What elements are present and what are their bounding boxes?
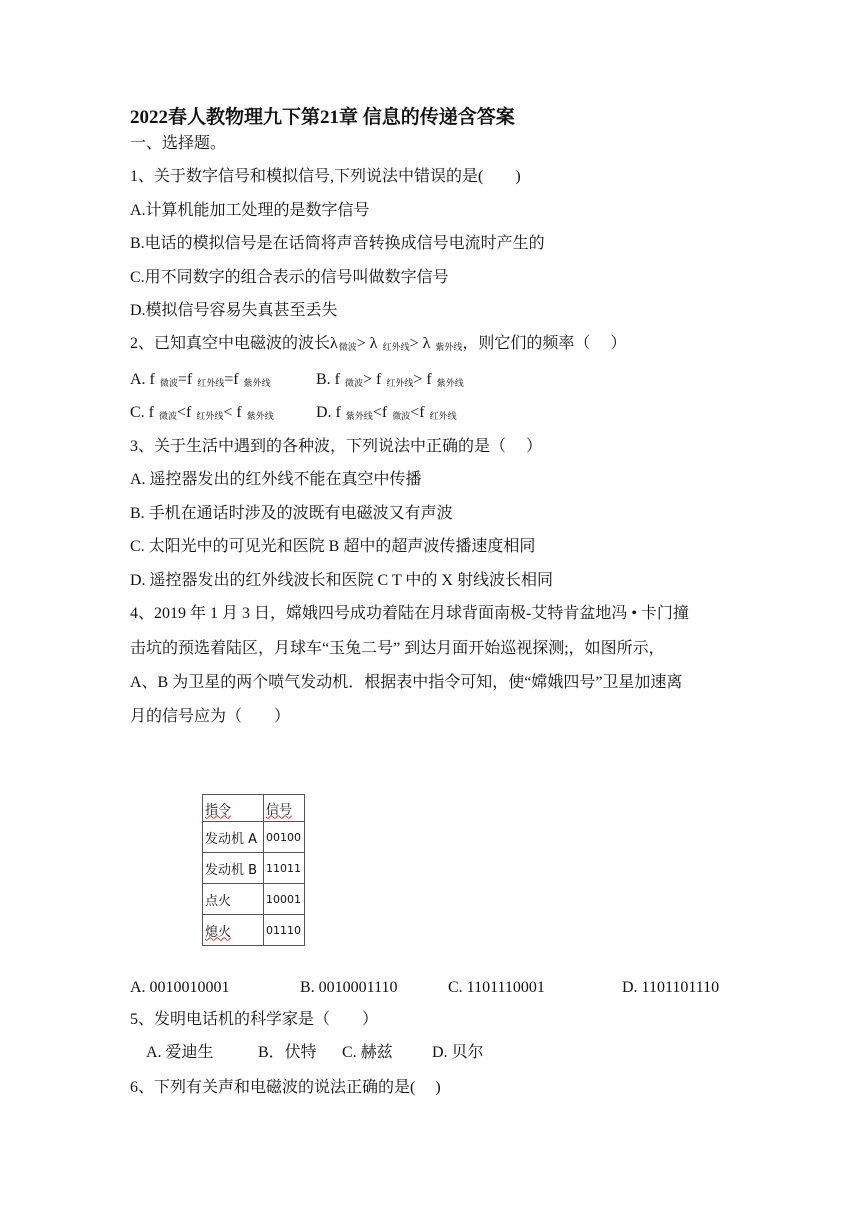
table-cell-command: 点火	[203, 884, 264, 915]
question-3-option-b: B. 手机在通话时涉及的波既有电磁波又有声波	[130, 505, 453, 522]
document-title: 2022春人教物理九下第21章 信息的传递含答案	[130, 107, 515, 128]
question-4-option-c: C. 1101110001	[448, 979, 545, 996]
command-signal-table	[202, 794, 305, 946]
q2-stem-tail: ，则它们的频率（ ）	[462, 335, 627, 352]
question-3-stem: 3、关于生活中遇到的各种波，下列说法中正确的是（ ）	[130, 438, 543, 455]
question-5-option-c: C. 赫兹	[342, 1044, 393, 1061]
question-2-stem	[130, 334, 626, 357]
table-row	[203, 884, 305, 915]
question-4-option-a: A. 0010010001	[130, 979, 230, 996]
table-header-row	[203, 795, 305, 822]
question-3-option-c: C. 太阳光中的可见光和医院 B 超中的超声波传播速度相同	[130, 538, 536, 555]
question-1-stem: 1、关于数字信号和模拟信号,下列说法中错误的是( )	[130, 168, 521, 185]
question-4-line-2: 击坑的预选着陆区，月球车“玉兔二号” 到达月面开始巡视探测;，如图所示，	[130, 640, 665, 657]
question-4-line-3: A、B 为卫星的两个喷气发动机．根据表中指令可知，使“嫦娥四号”卫星加速离	[130, 674, 683, 691]
question-5-option-b: B．伏特	[258, 1044, 317, 1061]
subscript-microwave: 微波	[338, 342, 357, 352]
section-heading: 一、选择题。	[130, 135, 227, 152]
question-3-option-a: A. 遥控器发出的红外线不能在真空中传播	[130, 471, 422, 488]
subscript-ultraviolet: 紫外线	[435, 342, 463, 352]
question-5-stem: 5、发明电话机的科学家是（ ）	[130, 1011, 379, 1028]
question-1-option-b: B.电话的模拟信号是在话筒将声音转换成信号电流时产生的	[130, 235, 545, 252]
greater-than: > λ	[356, 335, 382, 352]
question-4-option-b: B. 0010001110	[300, 979, 398, 996]
question-4-line-1: 4、2019 年 1 月 3 日，嫦娥四号成功着陆在月球背面南极-艾特肯盆地冯 • 卡门撞	[130, 605, 689, 622]
table-cell-command: 熄火	[203, 915, 264, 946]
question-2-option-c: C. f $_{微波}$<f $_{红外线}$< f $_{紫外线}$	[130, 404, 274, 421]
table-header-command: 指令	[203, 795, 264, 822]
table-row	[203, 915, 305, 946]
question-1-option-d: D.模拟信号容易失真甚至丢失	[130, 302, 338, 319]
table-cell-command: 发动机 B	[203, 853, 264, 884]
q2-stem-text: 2、已知真空中电磁波的波长λ	[130, 335, 338, 352]
question-6-stem: 6、下列有关声和电磁波的说法正确的是( )	[130, 1079, 441, 1096]
question-2-option-d: D. f $_{紫外线}$<f $_{微波}$<f $_{红外线}$	[316, 404, 457, 421]
question-2-option-b: B. f $_{微波}$> f $_{红外线}$> f $_{紫外线}$	[316, 371, 464, 388]
subscript-infrared: 红外线	[382, 342, 410, 352]
question-5-option-a: A. 爱迪生	[146, 1044, 214, 1061]
table-row	[203, 822, 305, 853]
question-5-option-d: D. 贝尔	[432, 1044, 484, 1061]
question-4-option-d: D. 1101101110	[622, 979, 720, 996]
table-cell-signal: 00100	[264, 822, 305, 853]
question-1-option-a: A.计算机能加工处理的是数字信号	[130, 202, 370, 219]
question-4-line-4: 月的信号应为（ ）	[130, 708, 291, 725]
table-row	[203, 853, 305, 884]
table-cell-signal: 01110	[264, 915, 305, 946]
question-3-option-d: D. 遥控器发出的红外线波长和医院 C T 中的 X 射线波长相同	[130, 572, 553, 589]
question-1-option-c: C.用不同数字的组合表示的信号叫做数字信号	[130, 269, 449, 286]
table-header-signal: 信号	[264, 795, 305, 822]
table-cell-command: 发动机 A	[203, 822, 264, 853]
table-cell-signal: 11011	[264, 853, 305, 884]
question-2-option-a: A. f $_{微波}$=f $_{红外线}$=f $_{紫外线}$	[130, 371, 271, 388]
table-cell-signal: 10001	[264, 884, 305, 915]
greater-than: > λ	[409, 335, 435, 352]
